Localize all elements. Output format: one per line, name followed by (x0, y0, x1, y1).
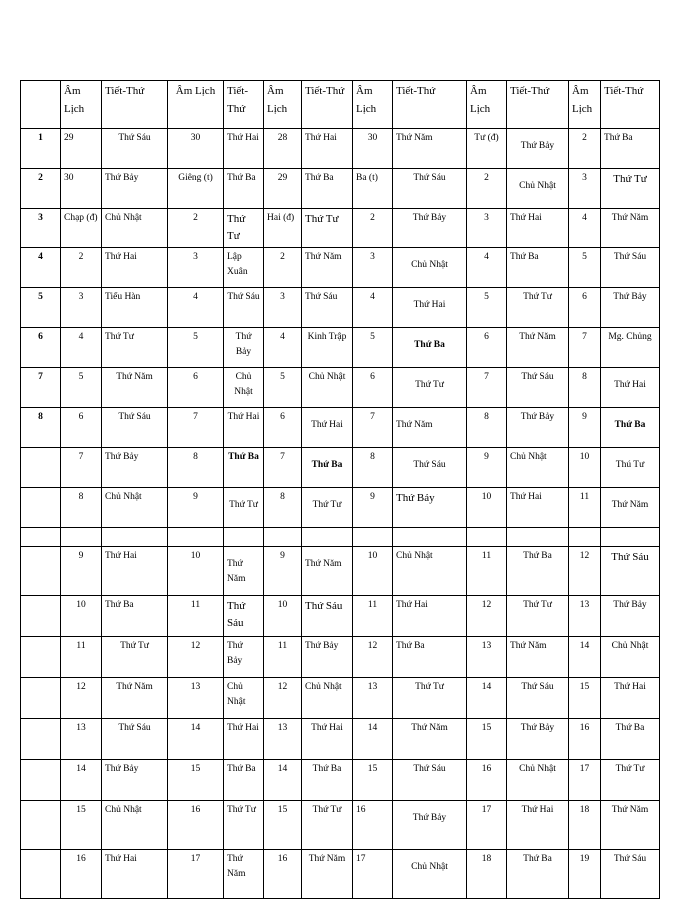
empty-cell (102, 528, 168, 547)
tiet-thu-cell: Chủ Nhật (224, 368, 264, 408)
tiet-thu-cell: Thứ Sáu (224, 288, 264, 328)
tiet-thu-cell: Thứ Hai (302, 408, 353, 448)
am-lich-cell: 10 (61, 596, 102, 637)
empty-cell (61, 528, 102, 547)
tiet-thu-cell: Thứ Bảy (224, 637, 264, 678)
header-tiet-thu-6: Tiết-Thứ (601, 81, 660, 129)
am-lich-cell: 10 (569, 448, 601, 488)
tiet-thu-cell: Thứ Tư (224, 801, 264, 850)
am-lich-cell: 8 (168, 448, 224, 488)
am-lich-cell: 8 (264, 488, 302, 528)
am-lich-cell: 3 (353, 248, 393, 288)
tiet-thu-cell: Thứ Bảy (102, 760, 168, 801)
am-lich-cell: 5 (168, 328, 224, 368)
row-number: 7 (21, 368, 61, 408)
am-lich-cell: 2 (569, 129, 601, 169)
row-number (21, 719, 61, 760)
am-lich-cell: 5 (61, 368, 102, 408)
am-lich-cell: 9 (61, 547, 102, 596)
tiet-thu-cell: Thứ Sáu (102, 719, 168, 760)
am-lich-cell: 6 (467, 328, 507, 368)
am-lich-cell: 9 (467, 448, 507, 488)
tiet-thu-cell: Thứ Hai (393, 596, 467, 637)
tiet-thu-cell: Thứ Ba (393, 637, 467, 678)
table-row (21, 408, 660, 448)
am-lich-cell: 3 (569, 169, 601, 209)
am-lich-cell: 6 (168, 368, 224, 408)
tiet-thu-cell: Thứ Sáu (601, 850, 660, 899)
am-lich-cell: 8 (467, 408, 507, 448)
tiet-thu-cell: Thứ Ba (507, 547, 569, 596)
tiet-thu-cell: Thứ Năm (393, 129, 467, 169)
am-lich-cell: 13 (264, 719, 302, 760)
am-lich-cell: 5 (264, 368, 302, 408)
tiet-thu-cell: Thứ Sáu (601, 248, 660, 288)
table-row (21, 801, 660, 850)
tiet-thu-cell: Thứ Tư (601, 169, 660, 209)
am-lich-cell: 15 (168, 760, 224, 801)
am-lich-cell: Tư (đ) (467, 129, 507, 169)
am-lich-cell: 11 (61, 637, 102, 678)
tiet-thu-cell: Thứ Năm (393, 408, 467, 448)
header-tiet-thu-4: Tiết-Thứ (393, 81, 467, 129)
header-row (21, 81, 660, 129)
tiet-thu-cell: Chủ Nhật (393, 248, 467, 288)
tiet-thu-cell: Thứ Năm (393, 719, 467, 760)
table-row (21, 547, 660, 596)
am-lich-cell: 14 (467, 678, 507, 719)
am-lich-cell: 11 (467, 547, 507, 596)
tiet-thu-cell: Thứ Ba (224, 760, 264, 801)
am-lich-cell: 29 (264, 169, 302, 209)
tiet-thu-cell: Chủ Nhật (507, 760, 569, 801)
am-lich-cell: 12 (353, 637, 393, 678)
am-lich-cell: 4 (168, 288, 224, 328)
tiet-thu-cell: Tiểu Hàn (102, 288, 168, 328)
am-lich-cell: 5 (353, 328, 393, 368)
empty-cell (353, 528, 393, 547)
am-lich-cell: 18 (467, 850, 507, 899)
table-row (21, 209, 660, 248)
table-row (21, 678, 660, 719)
tiet-thu-cell: Thứ Năm (302, 248, 353, 288)
empty-cell (569, 528, 601, 547)
tiet-thu-cell: Thứ Bảy (601, 288, 660, 328)
tiet-thu-cell: Thứ Sáu (393, 169, 467, 209)
tiet-thu-cell: Thứ Sáu (507, 368, 569, 408)
table-row (21, 850, 660, 899)
am-lich-cell: 2 (61, 248, 102, 288)
am-lich-cell: Hai (đ) (264, 209, 302, 248)
tiet-thu-cell: Thứ Hai (224, 408, 264, 448)
tiet-thu-cell: Thứ Hai (302, 129, 353, 169)
am-lich-cell: 9 (264, 547, 302, 596)
row-number: 5 (21, 288, 61, 328)
am-lich-cell: 4 (353, 288, 393, 328)
tiet-thu-cell: Thứ Ba (601, 129, 660, 169)
am-lich-cell: 10 (353, 547, 393, 596)
am-lich-cell: 15 (353, 760, 393, 801)
tiet-thu-cell: Thứ Năm (302, 850, 353, 899)
table-row (21, 637, 660, 678)
am-lich-cell: 17 (467, 801, 507, 850)
empty-cell (21, 528, 61, 547)
am-lich-cell: 5 (467, 288, 507, 328)
tiet-thu-cell: Thứ Hai (224, 719, 264, 760)
am-lich-cell: 3 (264, 288, 302, 328)
am-lich-cell: 5 (569, 248, 601, 288)
tiet-thu-cell: Thứ Năm (224, 850, 264, 899)
header-am-lich-1: Âm Lịch (61, 81, 102, 129)
row-number (21, 637, 61, 678)
tiet-thu-cell: Thứ Sáu (507, 678, 569, 719)
header-am-lich-3: Âm Lịch (264, 81, 302, 129)
am-lich-cell: 2 (353, 209, 393, 248)
am-lich-cell: 4 (569, 209, 601, 248)
am-lich-cell: 10 (168, 547, 224, 596)
tiet-thu-cell: Kinh Trập (302, 328, 353, 368)
tiet-thu-cell: Thứ Sáu (302, 596, 353, 637)
am-lich-cell: Ba (t) (353, 169, 393, 209)
am-lich-cell: 7 (61, 448, 102, 488)
empty-cell (302, 528, 353, 547)
tiet-thu-cell: Chủ Nhật (224, 678, 264, 719)
empty-cell (507, 528, 569, 547)
am-lich-cell: 10 (467, 488, 507, 528)
tiet-thu-cell: Thứ Ba (601, 719, 660, 760)
am-lich-cell: 17 (168, 850, 224, 899)
tiet-thu-cell: Thứ Ba (302, 169, 353, 209)
row-number: 3 (21, 209, 61, 248)
tiet-thu-cell: Thứ Năm (507, 637, 569, 678)
row-number (21, 678, 61, 719)
am-lich-cell: 14 (264, 760, 302, 801)
table-row (21, 129, 660, 169)
table-row (21, 448, 660, 488)
am-lich-cell: Chạp (đ) (61, 209, 102, 248)
header-am-lich-2: Âm Lịch (168, 81, 224, 129)
tiet-thu-cell: Thứ Tư (224, 209, 264, 248)
tiet-thu-cell: Thứ Tư (302, 488, 353, 528)
am-lich-cell: 4 (467, 248, 507, 288)
am-lich-cell: 29 (61, 129, 102, 169)
am-lich-cell: 13 (61, 719, 102, 760)
tiet-thu-cell: Thứ Hai (393, 288, 467, 328)
am-lich-cell: 4 (264, 328, 302, 368)
row-number (21, 850, 61, 899)
tiet-thu-cell: Thứ Năm (601, 209, 660, 248)
tiet-thu-cell: Thứ Hai (601, 678, 660, 719)
tiet-thu-cell: Thứ Bảy (601, 596, 660, 637)
am-lich-cell: 3 (168, 248, 224, 288)
am-lich-cell: 4 (61, 328, 102, 368)
am-lich-cell: 9 (168, 488, 224, 528)
tiet-thu-cell: Chủ Nhật (302, 678, 353, 719)
tiet-thu-cell: Thứ Hai (601, 368, 660, 408)
tiet-thu-cell: Thứ Năm (102, 678, 168, 719)
header-am-lich-6: Âm Lịch (569, 81, 601, 129)
am-lich-cell: 3 (467, 209, 507, 248)
tiet-thu-cell: Mg. Chủng (601, 328, 660, 368)
tiet-thu-cell: Thứ Tư (302, 801, 353, 850)
am-lich-cell: 9 (353, 488, 393, 528)
am-lich-cell: 12 (168, 637, 224, 678)
empty-cell (393, 528, 467, 547)
header-corner (21, 81, 61, 129)
tiet-thu-cell: Thứ Năm (224, 547, 264, 596)
tiet-thu-cell: Chủ Nhật (102, 801, 168, 850)
tiet-thu-cell: Thứ Bảy (102, 448, 168, 488)
tiet-thu-cell: Chủ Nhật (393, 850, 467, 899)
tiet-thu-cell: Lập Xuân (224, 248, 264, 288)
tiet-thu-cell: Thứ Hai (224, 129, 264, 169)
row-number: 8 (21, 408, 61, 448)
tiet-thu-cell: Chủ Nhật (601, 637, 660, 678)
am-lich-cell: 18 (569, 801, 601, 850)
row-number: 2 (21, 169, 61, 209)
tiet-thu-cell: Thứ Ba (302, 448, 353, 488)
am-lich-cell: 14 (353, 719, 393, 760)
tiet-thu-cell: Thứ Hai (102, 850, 168, 899)
am-lich-cell: 17 (569, 760, 601, 801)
tiet-thu-cell: Thứ Bảy (393, 488, 467, 528)
am-lich-cell: 6 (353, 368, 393, 408)
tiet-thu-cell: Thứ Hai (302, 719, 353, 760)
tiet-thu-cell: Thứ Tư (102, 637, 168, 678)
am-lich-cell: 14 (569, 637, 601, 678)
am-lich-cell: 7 (168, 408, 224, 448)
am-lich-cell: 30 (61, 169, 102, 209)
row-number (21, 801, 61, 850)
am-lich-cell: 2 (264, 248, 302, 288)
tiet-thu-cell: Thứ Bảy (507, 719, 569, 760)
am-lich-cell: 7 (264, 448, 302, 488)
tiet-thu-cell: Thứ Bảy (302, 637, 353, 678)
tiet-thu-cell: Thứ Ba (507, 248, 569, 288)
header-am-lich-5: Âm Lịch (467, 81, 507, 129)
tiet-thu-cell: Chủ Nhật (302, 368, 353, 408)
am-lich-cell: 6 (61, 408, 102, 448)
am-lich-cell: 6 (264, 408, 302, 448)
empty-cell (264, 528, 302, 547)
am-lich-cell: 8 (61, 488, 102, 528)
am-lich-cell: 14 (168, 719, 224, 760)
am-lich-cell: 16 (264, 850, 302, 899)
tiet-thu-cell: Thứ Năm (601, 488, 660, 528)
tiet-thu-cell: Thứ Sáu (393, 760, 467, 801)
row-number (21, 547, 61, 596)
am-lich-cell: 12 (569, 547, 601, 596)
tiet-thu-cell: Thứ Bảy (507, 129, 569, 169)
am-lich-cell: 30 (168, 129, 224, 169)
am-lich-cell: 11 (569, 488, 601, 528)
tiet-thu-cell: Thứ Sáu (393, 448, 467, 488)
am-lich-cell: 7 (353, 408, 393, 448)
am-lich-cell: 8 (353, 448, 393, 488)
separator-row (21, 528, 660, 547)
tiet-thu-cell: Thứ Tư (393, 368, 467, 408)
tiet-thu-cell: Thứ Hai (102, 248, 168, 288)
am-lich-cell: 30 (353, 129, 393, 169)
tiet-thu-cell: Thứ Tư (102, 328, 168, 368)
tiet-thu-cell: Thứ Sáu (302, 288, 353, 328)
am-lich-cell: 9 (569, 408, 601, 448)
am-lich-cell: 12 (467, 596, 507, 637)
am-lich-cell: 17 (353, 850, 393, 899)
row-number: 6 (21, 328, 61, 368)
tiet-thu-cell: Thứ Tư (601, 760, 660, 801)
tiet-thu-cell: Thứ Sáu (601, 547, 660, 596)
am-lich-cell: 12 (264, 678, 302, 719)
tiet-thu-cell: Thứ Hai (507, 801, 569, 850)
tiet-thu-cell: Thứ Tư (224, 488, 264, 528)
lunar-calendar-table (20, 80, 660, 899)
tiet-thu-cell: Thứ Sáu (224, 596, 264, 637)
am-lich-cell: 3 (61, 288, 102, 328)
tiet-thu-cell: Chủ Nhật (393, 547, 467, 596)
tiet-thu-cell: Thú Tư (601, 448, 660, 488)
am-lich-cell: 13 (353, 678, 393, 719)
empty-cell (601, 528, 660, 547)
row-number (21, 448, 61, 488)
tiet-thu-cell: Thứ Tư (393, 678, 467, 719)
am-lich-cell: 28 (264, 129, 302, 169)
am-lich-cell: 15 (467, 719, 507, 760)
table-row (21, 719, 660, 760)
am-lich-cell: 19 (569, 850, 601, 899)
table-row (21, 368, 660, 408)
am-lich-cell: 16 (168, 801, 224, 850)
table-row (21, 488, 660, 528)
tiet-thu-cell: Thứ Tư (507, 288, 569, 328)
am-lich-cell: 15 (264, 801, 302, 850)
tiet-thu-cell: Thứ Năm (102, 368, 168, 408)
tiet-thu-cell: Chủ Nhật (102, 488, 168, 528)
tiet-thu-cell: Thứ Ba (393, 328, 467, 368)
row-number (21, 488, 61, 528)
am-lich-cell: 6 (569, 288, 601, 328)
tiet-thu-cell: Thứ Sáu (102, 129, 168, 169)
tiet-thu-cell: Thứ Bảy (102, 169, 168, 209)
tiet-thu-cell: Thứ Năm (507, 328, 569, 368)
am-lich-cell: Giêng (t) (168, 169, 224, 209)
am-lich-cell: 11 (353, 596, 393, 637)
empty-cell (467, 528, 507, 547)
table-row (21, 328, 660, 368)
am-lich-cell: 14 (61, 760, 102, 801)
am-lich-cell: 13 (467, 637, 507, 678)
am-lich-cell: 11 (168, 596, 224, 637)
am-lich-cell: 13 (168, 678, 224, 719)
tiet-thu-cell: Thứ Bảy (507, 408, 569, 448)
am-lich-cell: 16 (467, 760, 507, 801)
tiet-thu-cell: Thứ Ba (102, 596, 168, 637)
tiet-thu-cell: Chủ Nhật (507, 169, 569, 209)
header-tiet-thu-3: Tiết-Thứ (302, 81, 353, 129)
tiet-thu-cell: Thứ Sáu (102, 408, 168, 448)
tiet-thu-cell: Thứ Hai (507, 488, 569, 528)
empty-cell (224, 528, 264, 547)
table-row (21, 248, 660, 288)
table-row (21, 596, 660, 637)
tiet-thu-cell: Thứ Hai (507, 209, 569, 248)
am-lich-cell: 15 (61, 801, 102, 850)
row-number (21, 760, 61, 801)
tiet-thu-cell: Thứ Ba (224, 448, 264, 488)
tiet-thu-cell: Thứ Bảy (393, 801, 467, 850)
tiet-thu-cell: Thứ Ba (601, 408, 660, 448)
am-lich-cell: 2 (467, 169, 507, 209)
am-lich-cell: 7 (467, 368, 507, 408)
tiet-thu-cell: Chủ Nhật (507, 448, 569, 488)
tiet-thu-cell: Thứ Bảy (224, 328, 264, 368)
header-tiet-thu-5: Tiết-Thứ (507, 81, 569, 129)
am-lich-cell: 2 (168, 209, 224, 248)
am-lich-cell: 8 (569, 368, 601, 408)
header-tiet-thu-2: Tiết-Thứ (224, 81, 264, 129)
tiet-thu-cell: Thứ Tư (302, 209, 353, 248)
am-lich-cell: 10 (264, 596, 302, 637)
header-tiet-thu-1: Tiết-Thứ (102, 81, 168, 129)
table-row (21, 288, 660, 328)
am-lich-cell: 16 (61, 850, 102, 899)
tiet-thu-cell: Thứ Năm (302, 547, 353, 596)
tiet-thu-cell: Thứ Tư (507, 596, 569, 637)
tiet-thu-cell: Thứ Ba (507, 850, 569, 899)
tiet-thu-cell: Thứ Bảy (393, 209, 467, 248)
row-number: 4 (21, 248, 61, 288)
am-lich-cell: 11 (264, 637, 302, 678)
am-lich-cell: 13 (569, 596, 601, 637)
row-number (21, 596, 61, 637)
tiet-thu-cell: Thứ Năm (601, 801, 660, 850)
tiet-thu-cell: Thứ Hai (102, 547, 168, 596)
tiet-thu-cell: Thứ Ba (302, 760, 353, 801)
empty-cell (168, 528, 224, 547)
am-lich-cell: 16 (569, 719, 601, 760)
tiet-thu-cell: Thứ Ba (224, 169, 264, 209)
header-am-lich-4: Âm Lịch (353, 81, 393, 129)
tiet-thu-cell: Chủ Nhật (102, 209, 168, 248)
row-number: 1 (21, 129, 61, 169)
am-lich-cell: 15 (569, 678, 601, 719)
am-lich-cell: 12 (61, 678, 102, 719)
am-lich-cell: 7 (569, 328, 601, 368)
table-row (21, 169, 660, 209)
am-lich-cell: 16 (353, 801, 393, 850)
table-row (21, 760, 660, 801)
